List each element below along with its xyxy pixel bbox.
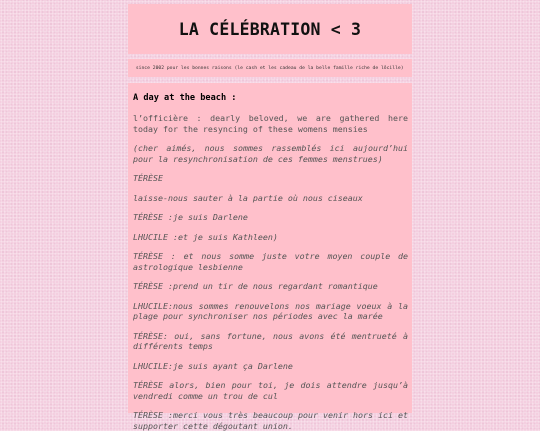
post-paragraph: TÉRÈSE alors, bien pour toi, je dois attendre jusqu’à vendredi comme un trou de cul [133, 380, 408, 401]
blog-header [128, 4, 412, 54]
post-paragraph: TÉRÈSE :je suis Darlene [133, 212, 248, 222]
post-paragraph: LHUCILE:je suis ayant ça Darlene [133, 360, 293, 371]
post-paragraph: l’officière : dearly beloved, we are gathered here today for the resyncing of these womens mensies [133, 113, 408, 134]
blog-title[interactable]: LA CÉLÉBRATION < 3 [178, 19, 362, 39]
tagline-box [128, 59, 412, 77]
post-container [128, 83, 412, 431]
post-paragraph: TÉRÈSE :prend un tir de nous regardant romantique [133, 281, 378, 291]
blog-tagline: since 2002 pour les bonnes raisons (le cash et les cadeau de la belle famille riche de lôcille) [136, 65, 404, 71]
post-paragraph: TÉRÈSE: oui, sans fortune, nous avons été mentrueté à différents temps [133, 330, 408, 351]
post-paragraph: LHUCILE :et je suis Kathleen) [133, 231, 278, 242]
post-paragraph: TÉRÈSE :merci vous très beaucoup pour venir hors ici et supporter cette dégoutant union. [133, 410, 408, 431]
post-title: A day at the beach : [133, 93, 237, 103]
post-paragraph: laisse-nous sauter à la partie où nous ciseaux [133, 192, 363, 203]
post-paragraph: TÉRÈSE [133, 173, 163, 183]
post-paragraph: TÉRÈSE : et nous somme juste votre moyen couple de astrologique lesbienne [133, 251, 408, 272]
post-body [133, 113, 408, 431]
post-paragraph: LHUCILE:nous sommes renouvelons nos mariage voeux à la plage pour synchroniser nos périodes avec la marée [133, 300, 408, 321]
post-paragraph: (cher aimés, nous sommes rassemblés ici aujourd’hui pour la resynchronisation de ces femmes menstrues) [133, 143, 408, 164]
